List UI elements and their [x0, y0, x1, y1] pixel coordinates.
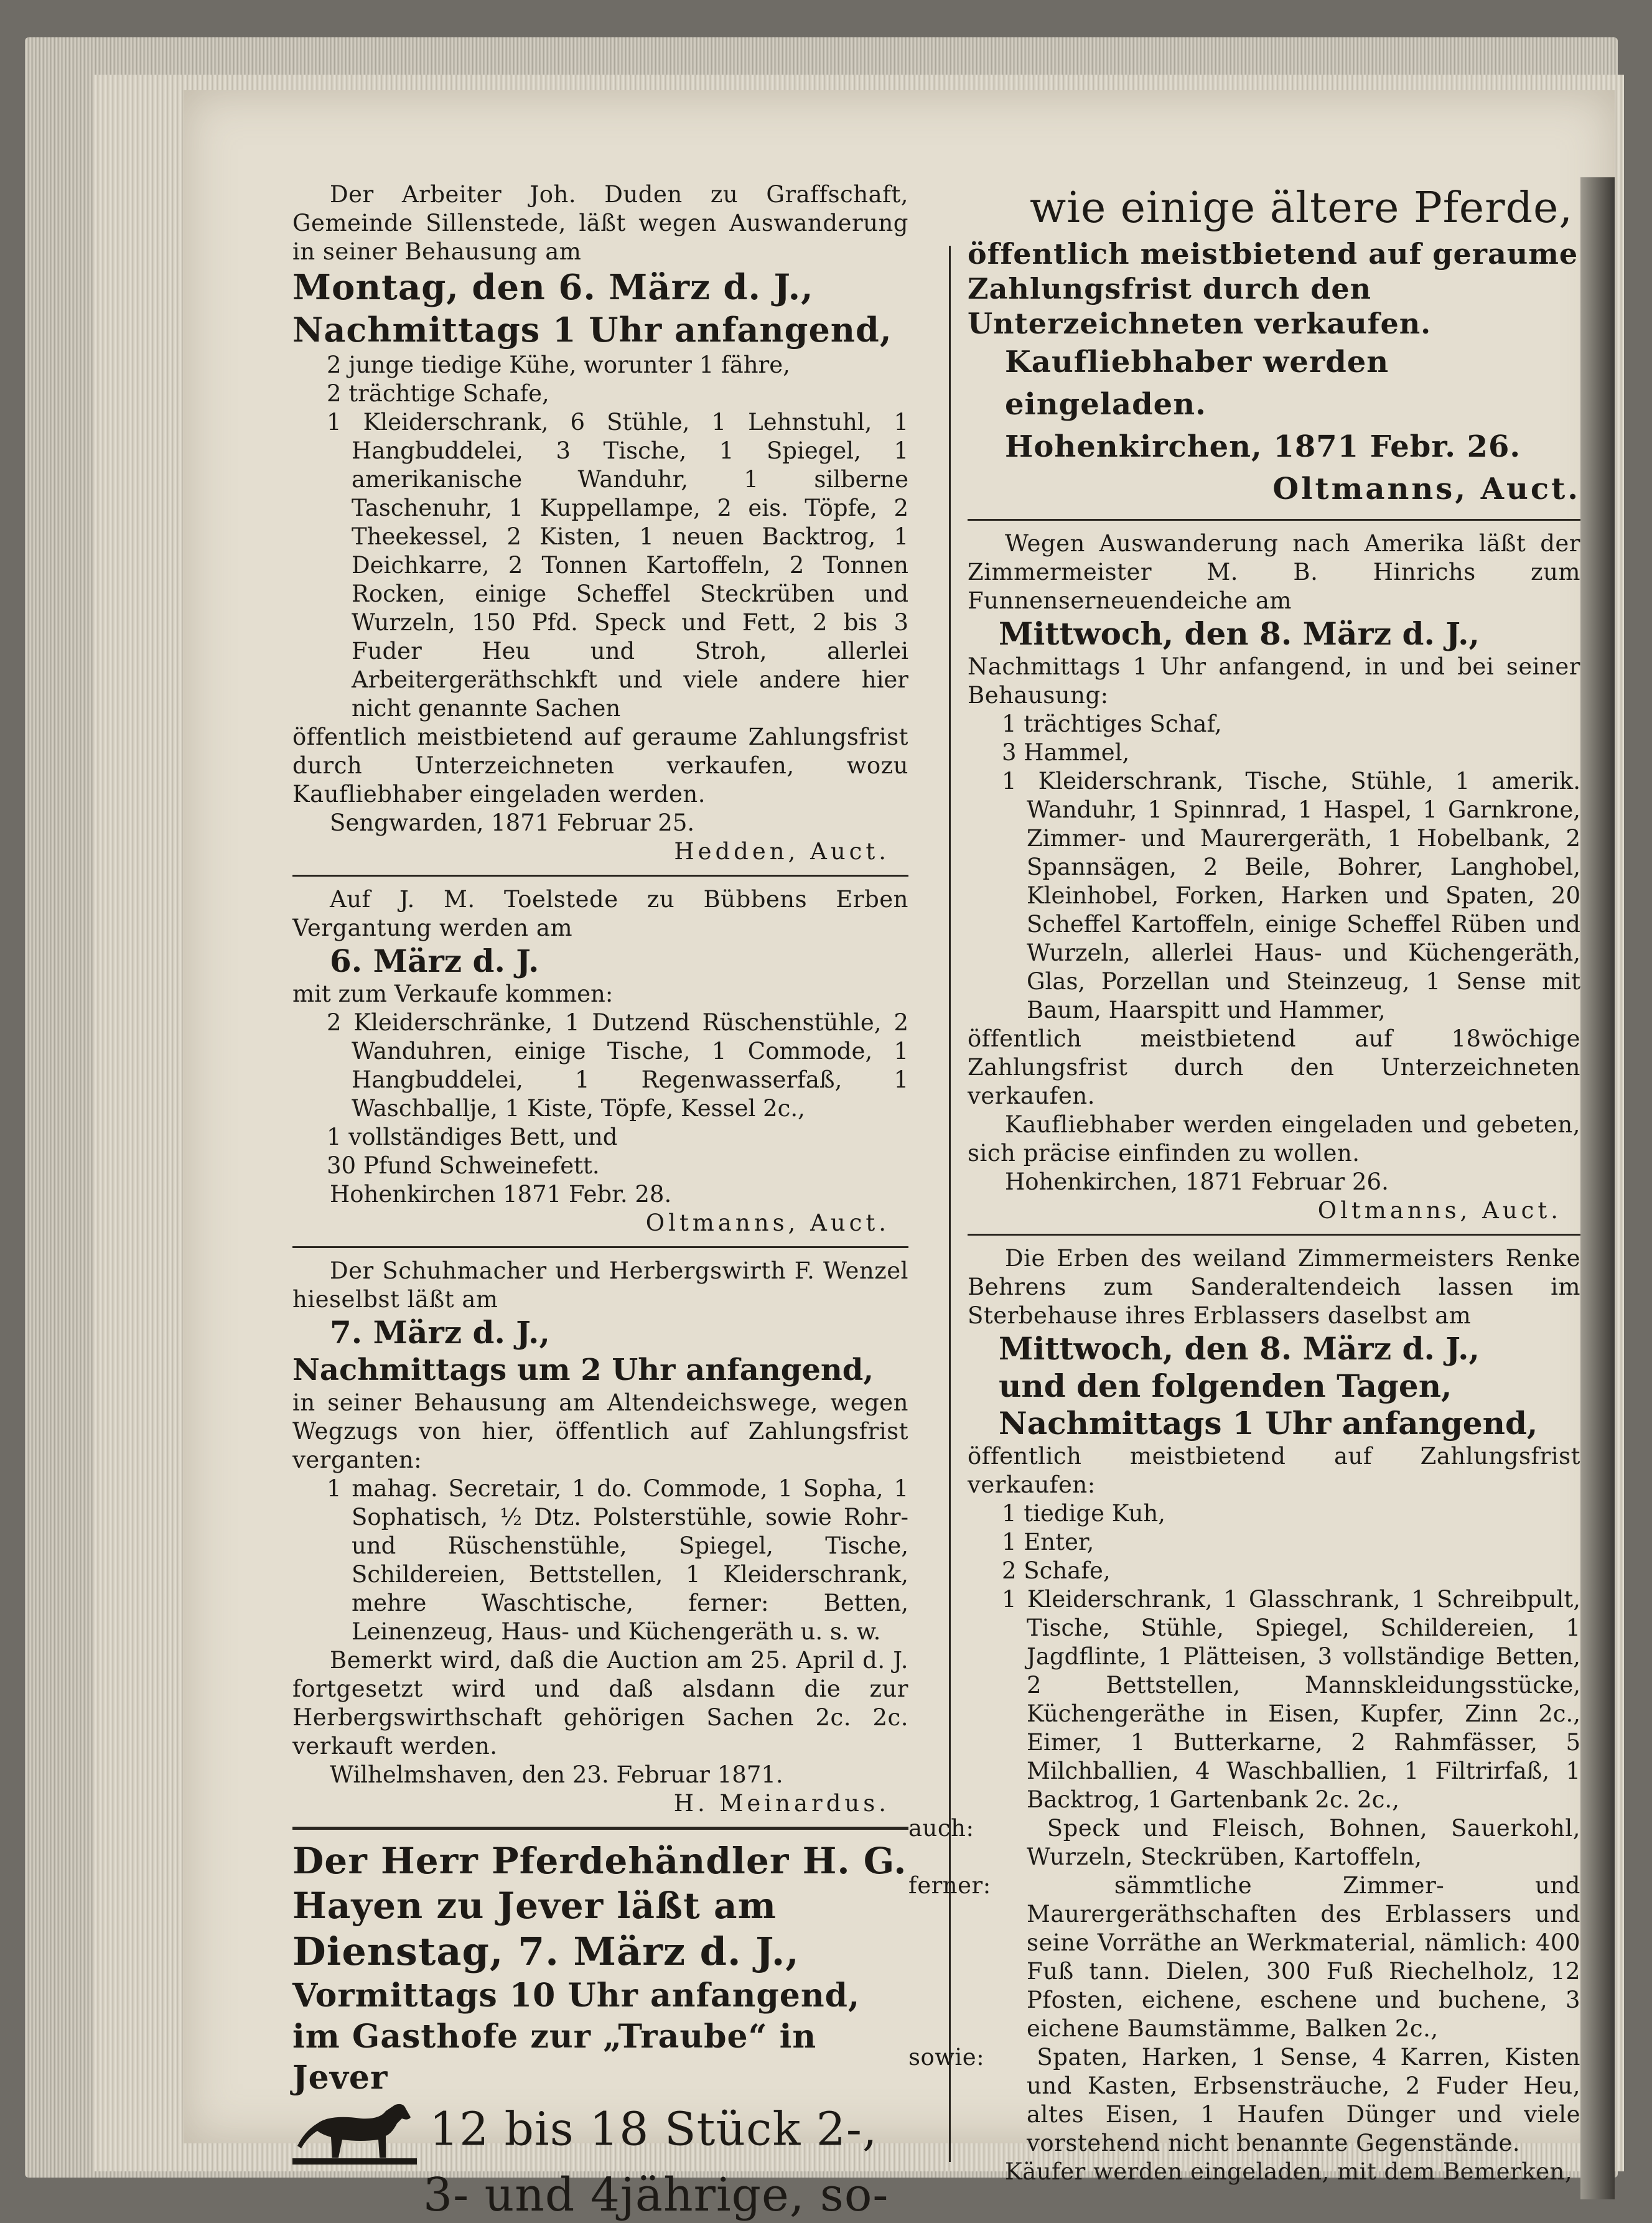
ad-wenzel	[292, 1257, 908, 1818]
ad-headline: Der Herr Pferdehändler H. G. Hayen zu Jever läßt am	[292, 1840, 907, 1927]
ad-item: 1 Kleiderschrank, Tische, Stühle, 1 amerik. Wanduhr, 1 Spinnrad, 1 Haspel, 1 Garnkrone, Zimmer- und Maurergeräth, 1 Hobelbank, 2 Spannsägen, 2 Beile, Bohrer, Langhobel, Kleinhobel, Forken, Harken und Spaten, 20 Scheffel Kartoffeln, einige Scheffel Rüben und Wurzeln, allerlei Haus- und Küchengeräth, Glas, Porzellan und Steinzeug, 1 Sense mit Baum, Haarspitt und Hammer,	[1002, 768, 1580, 1023]
ad-place-date: Sengwarden, 1871 Februar 25.	[330, 809, 695, 836]
ad-signature: Oltmanns, Auct.	[1272, 472, 1580, 506]
ad-text: öffentlich meistbietend auf geraume Zahlungsfrist durch den Unterzeichneten verkaufen.	[968, 237, 1579, 340]
ad-signature: Oltmanns, Auct.	[1317, 1197, 1562, 1224]
ad-item: 1 Kleiderschrank, 1 Glasschrank, 1 Schreibpult, Tische, Stühle, Spiegel, Schildereien, 1 Jagdflinte, 1 Plätteisen, 3 vollständige Betten, 2 Bettstellen, Mannskleidungsstücke, Küchengeräthe in Eisen, Kupfer, Zinn 2c., Eimer, 1 Butterkarne, 2 Rahmfässer, 5 Milchballien, 4 Waschballien, 1 Filtrirfaß, 1 Backtrog, 1 Gartenbank 2c. 2c.,	[1002, 1586, 1580, 1813]
ad-signature: Hedden, Auct.	[674, 838, 890, 865]
ad-behrens	[908, 1244, 1580, 2186]
ad-date: 6. März d. J.	[330, 943, 539, 979]
ad-extra-text: Speck und Fleisch, Bohnen, Sauerkohl, Wurzeln, Steckrüben, Kartoffeln,	[1027, 1815, 1580, 1870]
ad-headline: wie einige ältere Pferde,	[1030, 184, 1574, 233]
ad-hayen	[292, 1839, 908, 2223]
ad-separator	[292, 875, 908, 877]
ad-date: Mittwoch, den 8. März d. J.,	[999, 615, 1480, 652]
ad-signature: H. Meinardus.	[673, 1790, 890, 1817]
ad-invite: Kaufliebhaber werden eingeladen und gebeten, sich präcise einfinden zu wollen.	[968, 1111, 1580, 1167]
ad-separator	[968, 519, 1580, 521]
ad-item: 2 Schafe,	[1002, 1557, 1111, 1584]
ad-extra-label: auch:	[908, 1815, 974, 1842]
ad-signature: Oltmanns, Auct.	[645, 1209, 890, 1236]
ad-place-date: Hohenkirchen 1871 Febr. 28.	[330, 1181, 672, 1208]
ad-lead: mit zum Verkaufe kommen:	[292, 981, 614, 1007]
ad-hinrichs	[968, 529, 1580, 1225]
ad-date-2: und den folgenden Tagen,	[999, 1368, 1452, 1404]
right-column	[908, 180, 1580, 2186]
ad-ages: 3- und 4jährige, so-	[423, 2168, 889, 2222]
ad-place-date: Wilhelmshaven, den 23. Februar 1871.	[330, 1761, 783, 1788]
ad-place-date: Hohenkirchen, 1871 Febr. 26.	[1005, 429, 1521, 464]
ad-intro: Der Schuhmacher und Herbergswirth F. Wenzel hieselbst läßt am	[292, 1257, 908, 1313]
ad-item: 1 vollständiges Bett, und	[327, 1124, 618, 1150]
ad-hayen-continued	[968, 180, 1580, 510]
ad-extra-text: Spaten, Harken, 1 Sense, 4 Karren, Kisten und Kasten, Erbsensträuche, 2 Fuder Heu, altes Eisen, 1 Haufen Dünger und viele vorstehend nicht benannte Gegenstände.	[1027, 2044, 1580, 2156]
ad-date: Dienstag, 7. März d. J.,	[292, 1929, 800, 1974]
ad-item: 2 Kleiderschränke, 1 Dutzend Rüschenstühle, 2 Wanduhren, einige Tische, 1 Commode, 1 Hangbuddelei, 1 Regenwasserfaß, 1 Waschballje, 1 Kiste, Töpfe, Kessel 2c.,	[327, 1009, 908, 1122]
horse-icon	[292, 2099, 417, 2167]
ad-count-line	[292, 2099, 908, 2167]
ad-intro: Der Arbeiter Joh. Duden zu Graffschaft, Gemeinde Sillenstede, läßt wegen Auswanderung in seiner Behausung am	[292, 181, 908, 265]
ad-time: Nachmittags 1 Uhr anfangend,	[999, 1405, 1538, 1442]
ad-text: Nachmittags 1 Uhr anfangend, in und bei seiner Behausung:	[968, 653, 1580, 709]
ad-closing: öffentlich meistbietend auf 18wöchige Zahlungsfrist durch den Unterzeichneten verkaufen.	[968, 1025, 1580, 1109]
ad-time: Nachmittags 1 Uhr anfangend,	[292, 310, 892, 350]
ad-extra	[908, 1814, 1580, 1871]
ad-extra	[908, 2043, 1580, 2158]
ad-item: 2 trächtige Schafe,	[327, 380, 549, 407]
ad-intro: Auf J. M. Toelstede zu Bübbens Erben Vergantung werden am	[292, 886, 908, 941]
ad-text: öffentlich meistbietend auf Zahlungsfrist verkaufen:	[968, 1443, 1580, 1498]
ad-item: 3 Hammel,	[1002, 739, 1130, 766]
ad-extra-text: sämmtliche Zimmer- und Maurergeräthschaften des Erblassers und seine Vorräthe an Werkmaterial, nämlich: 400 Fuß tann. Dielen, 300 Fuß Riechelholz, 12 Pfosten, eichene, eschene und buchene, 3 eichene Baumstämme, Balken 2c.,	[1027, 1872, 1580, 2042]
ad-intro: Wegen Auswanderung nach Amerika läßt der Zimmermeister M. B. Hinrichs zum Funnenserneuendeiche am	[968, 530, 1580, 614]
ad-item: 1 Enter,	[1002, 1529, 1094, 1555]
ad-separator	[292, 1827, 908, 1830]
ad-duden	[292, 180, 908, 866]
ad-note: Bemerkt wird, daß die Auction am 25. April d. J. fortgesetzt wird und daß alsdann die zur Herbergswirthschaft gehörigen Sachen 2c. 2c. verkauft werden.	[292, 1647, 908, 1759]
ad-separator	[968, 1234, 1580, 1236]
ad-place-date: Hohenkirchen, 1871 Februar 26.	[1005, 1168, 1389, 1195]
ad-date: 7. März d. J.,	[330, 1314, 550, 1351]
ad-item: 30 Pfund Schweinefett.	[327, 1152, 600, 1179]
ad-item: 1 mahag. Secretair, 1 do. Commode, 1 Sopha, 1 Sophatisch, ½ Dtz. Polsterstühle, sowie Rohr- und Rüschenstühle, Spiegel, Tische, Schildereien, Bettstellen, 1 Kleiderschrank, mehre Waschtische, ferner: Betten, Leinenzeug, Haus- und Küchengeräth u. s. w.	[327, 1475, 908, 1645]
ad-item: 1 trächtiges Schaf,	[1002, 711, 1222, 737]
ad-toelstede	[292, 885, 908, 1237]
ad-date: Montag, den 6. März d. J.,	[292, 267, 814, 308]
ad-extra-label: sowie:	[908, 2044, 985, 2071]
ad-closing: Käufer werden eingeladen, mit dem Bemerken,	[1005, 2158, 1573, 2185]
ad-date: Mittwoch, den 8. März d. J.,	[999, 1330, 1480, 1367]
ad-closing: öffentlich meistbietend auf geraume Zahlungsfrist durch Unterzeichneten verkaufen, wozu Kaufliebhaber eingeladen werden.	[292, 724, 908, 808]
ad-invite: Kaufliebhaber werden eingeladen.	[1005, 345, 1389, 422]
ad-time: Vormittags 10 Uhr anfangend, im Gasthofe zur „Traube“ in Jever	[292, 1977, 861, 2097]
ad-item: 1 Kleiderschrank, 6 Stühle, 1 Lehnstuhl, 1 Hangbuddelei, 3 Tische, 1 Spiegel, 1 amerikanische Wanduhr, 1 silberne Taschenuhr, 1 Kuppellampe, 2 eis. Töpfe, 2 Theekessel, 2 Kisten, 1 neuen Backtrog, 1 Deichkarre, 2 Tonnen Kartoffeln, 2 Tonnen Rocken, einige Scheffel Steckrüben und Wurzeln, 150 Pfd. Speck und Fett, 2 bis 3 Fuder Heu und Stroh, allerlei Arbeitergeräthschkft und viele andere hier nicht genannte Sachen	[327, 409, 908, 722]
ad-count: 12 bis 18 Stück 2-,	[429, 2102, 878, 2156]
ad-extra-label: ferner:	[908, 1872, 991, 1899]
ad-text: in seiner Behausung am Altendeichswege, wegen Wegzugs von hier, öffentlich auf Zahlungsfrist verganten:	[292, 1389, 908, 1473]
ad-item: 1 tiedige Kuh,	[1002, 1500, 1166, 1527]
ad-extra	[908, 1871, 1580, 2043]
ad-separator	[292, 1246, 908, 1248]
ad-intro: Die Erben des weiland Zimmermeisters Renke Behrens zum Sanderaltendeich lassen im Sterbehause ihres Erblassers daselbst am	[968, 1245, 1580, 1329]
left-column	[292, 180, 908, 2223]
ad-time: Nachmittags um 2 Uhr anfangend,	[292, 1353, 874, 1387]
page-gutter-shadow	[1580, 177, 1615, 2199]
ad-item: 2 junge tiedige Kühe, worunter 1 fähre,	[327, 352, 790, 378]
